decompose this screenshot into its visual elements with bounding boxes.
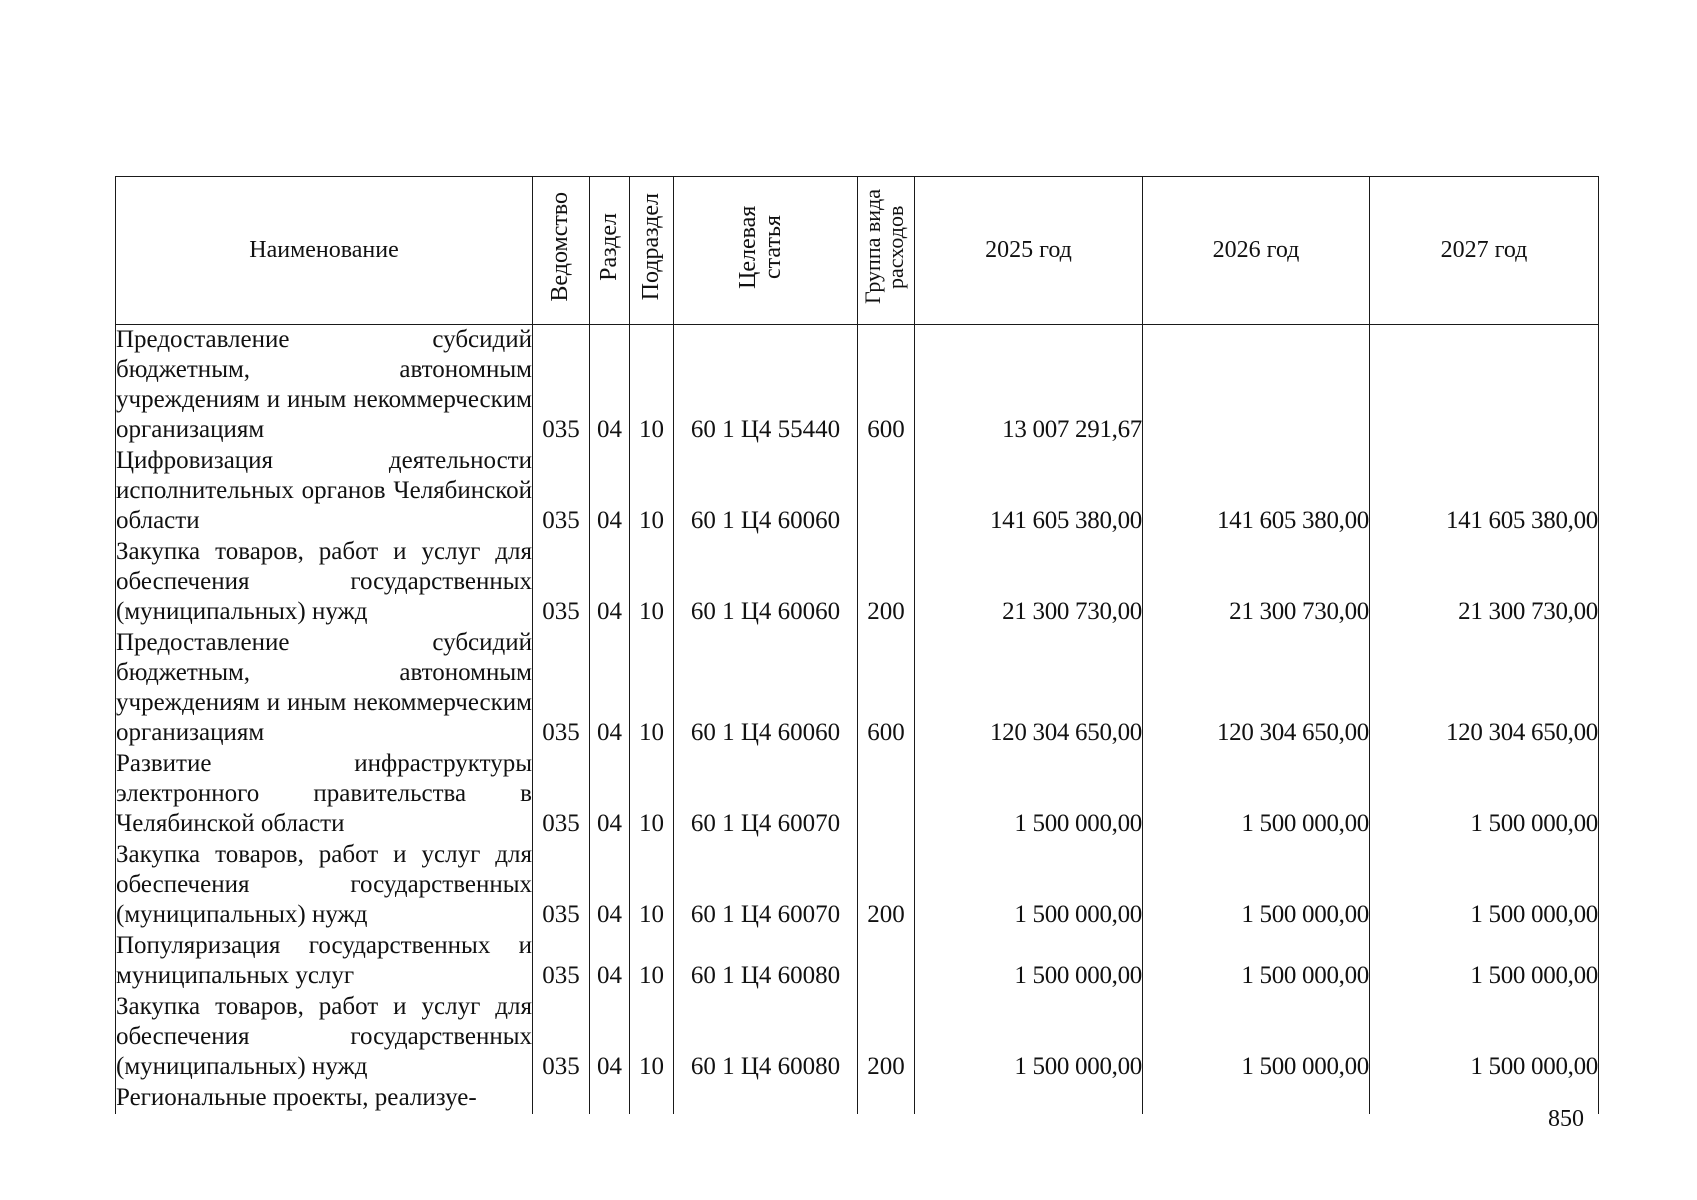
- row-amount-2025: 120 304 650,00: [915, 628, 1143, 749]
- row-target-article: 60 1 Ц4 60060: [674, 446, 858, 537]
- row-target-article: 60 1 Ц4 60070: [674, 840, 858, 931]
- row-amount-2027: 1 500 000,00: [1370, 840, 1599, 931]
- row-expense-group: 200: [858, 537, 915, 628]
- budget-table: [115, 176, 1599, 1114]
- empty-cell: [533, 1083, 590, 1114]
- row-subsection: 10: [630, 992, 674, 1083]
- row-amount-2025: 1 500 000,00: [915, 992, 1143, 1083]
- row-subsection: 10: [630, 840, 674, 931]
- header-department-label: Ведомство: [547, 192, 574, 302]
- empty-cell: [674, 1083, 858, 1114]
- row-section: 04: [590, 628, 630, 749]
- row-amount-2027: 141 605 380,00: [1370, 446, 1599, 537]
- row-department: 035: [533, 931, 590, 992]
- row-expense-group: 200: [858, 840, 915, 931]
- row-target-article: 60 1 Ц4 55440: [674, 325, 858, 447]
- row-target-article: 60 1 Ц4 60060: [674, 537, 858, 628]
- empty-cell: [590, 1083, 630, 1114]
- table-row: [116, 840, 1599, 931]
- row-expense-group: 200: [858, 992, 915, 1083]
- empty-cell: [630, 1083, 674, 1114]
- row-department: 035: [533, 840, 590, 931]
- page-number: 850: [1548, 1106, 1584, 1132]
- header-2026: 2026 год: [1143, 177, 1370, 325]
- row-amount-2027: 120 304 650,00: [1370, 628, 1599, 749]
- row-department: 035: [533, 325, 590, 447]
- row-target-article: 60 1 Ц4 60080: [674, 992, 858, 1083]
- row-department: 035: [533, 537, 590, 628]
- row-name: Популяризация государственных и муниципальных услуг: [116, 931, 533, 992]
- row-expense-group: [858, 749, 915, 840]
- row-amount-2026: 1 500 000,00: [1143, 840, 1370, 931]
- row-expense-group: [858, 446, 915, 537]
- header-expense-group-label: Группа вида расходов: [860, 189, 909, 305]
- empty-cell: [858, 1083, 915, 1114]
- table-body: [116, 325, 1599, 1115]
- row-department: 035: [533, 446, 590, 537]
- row-subsection: 10: [630, 325, 674, 447]
- row-subsection: 10: [630, 628, 674, 749]
- row-section: 04: [590, 537, 630, 628]
- row-amount-2026: 21 300 730,00: [1143, 537, 1370, 628]
- row-amount-2025: 13 007 291,67: [915, 325, 1143, 447]
- header-section-label: Раздел: [595, 213, 622, 281]
- row-name: Предоставление субсидий бюджетным, автономным учреждениям и иным некоммерческим организациям: [116, 325, 533, 447]
- row-section: 04: [590, 325, 630, 447]
- table-header-row: [116, 177, 1599, 325]
- row-section: 04: [590, 931, 630, 992]
- row-amount-2025: 1 500 000,00: [915, 931, 1143, 992]
- row-section: 04: [590, 992, 630, 1083]
- header-department: [533, 177, 590, 325]
- row-amount-2025: 1 500 000,00: [915, 749, 1143, 840]
- header-section: [590, 177, 630, 325]
- row-department: 035: [533, 992, 590, 1083]
- row-amount-2026: 120 304 650,00: [1143, 628, 1370, 749]
- row-name: Цифровизация деятельности исполнительных органов Челябинской области: [116, 446, 533, 537]
- row-subsection: 10: [630, 446, 674, 537]
- row-subsection: 10: [630, 537, 674, 628]
- row-amount-2027: 21 300 730,00: [1370, 537, 1599, 628]
- row-amount-2026: [1143, 325, 1370, 447]
- row-expense-group: 600: [858, 628, 915, 749]
- row-section: 04: [590, 749, 630, 840]
- row-section: 04: [590, 840, 630, 931]
- row-amount-2026: 1 500 000,00: [1143, 749, 1370, 840]
- header-subsection-label: Подраздел: [637, 193, 664, 301]
- table-row: [116, 749, 1599, 840]
- header-target-article-label: Целевая статья: [734, 205, 786, 289]
- row-amount-2027: [1370, 325, 1599, 447]
- row-department: 035: [533, 749, 590, 840]
- row-target-article: 60 1 Ц4 60070: [674, 749, 858, 840]
- row-amount-2026: 1 500 000,00: [1143, 992, 1370, 1083]
- row-amount-2025: 21 300 730,00: [915, 537, 1143, 628]
- table-row-continuation: [116, 1083, 1599, 1114]
- row-name: Закупка товаров, работ и услуг для обеспечения государственных (муниципальных) нужд: [116, 840, 533, 931]
- row-subsection: 10: [630, 749, 674, 840]
- row-expense-group: 600: [858, 325, 915, 447]
- table-row: [116, 325, 1599, 447]
- row-subsection: 10: [630, 931, 674, 992]
- row-amount-2025: 1 500 000,00: [915, 840, 1143, 931]
- header-2025: 2025 год: [915, 177, 1143, 325]
- row-name: Закупка товаров, работ и услуг для обеспечения государственных (муниципальных) нужд: [116, 992, 533, 1083]
- row-amount-2025: 141 605 380,00: [915, 446, 1143, 537]
- row-name: Закупка товаров, работ и услуг для обеспечения государственных (муниципальных) нужд: [116, 537, 533, 628]
- row-expense-group: [858, 931, 915, 992]
- table-row: [116, 931, 1599, 992]
- row-target-article: 60 1 Ц4 60080: [674, 931, 858, 992]
- table-row: [116, 446, 1599, 537]
- row-amount-2027: 1 500 000,00: [1370, 931, 1599, 992]
- empty-cell: [915, 1083, 1143, 1114]
- header-target-article: [674, 177, 858, 325]
- row-amount-2027: 1 500 000,00: [1370, 749, 1599, 840]
- row-name: Предоставление субсидий бюджетным, автономным учреждениям и иным некоммерческим организациям: [116, 628, 533, 749]
- empty-cell: [1143, 1083, 1370, 1114]
- table-row: [116, 628, 1599, 749]
- row-section: 04: [590, 446, 630, 537]
- row-amount-2026: 141 605 380,00: [1143, 446, 1370, 537]
- header-name: Наименование: [116, 177, 533, 325]
- row-department: 035: [533, 628, 590, 749]
- header-expense-group: [858, 177, 915, 325]
- header-subsection: [630, 177, 674, 325]
- row-name: Развитие инфраструктуры электронного правительства в Челябинской области: [116, 749, 533, 840]
- row-target-article: 60 1 Ц4 60060: [674, 628, 858, 749]
- row-amount-2027: 1 500 000,00: [1370, 992, 1599, 1083]
- table-row: [116, 537, 1599, 628]
- header-2027: 2027 год: [1370, 177, 1599, 325]
- row-amount-2026: 1 500 000,00: [1143, 931, 1370, 992]
- table-row: [116, 992, 1599, 1083]
- continuation-text: Региональные проекты, реализуе-: [116, 1083, 533, 1114]
